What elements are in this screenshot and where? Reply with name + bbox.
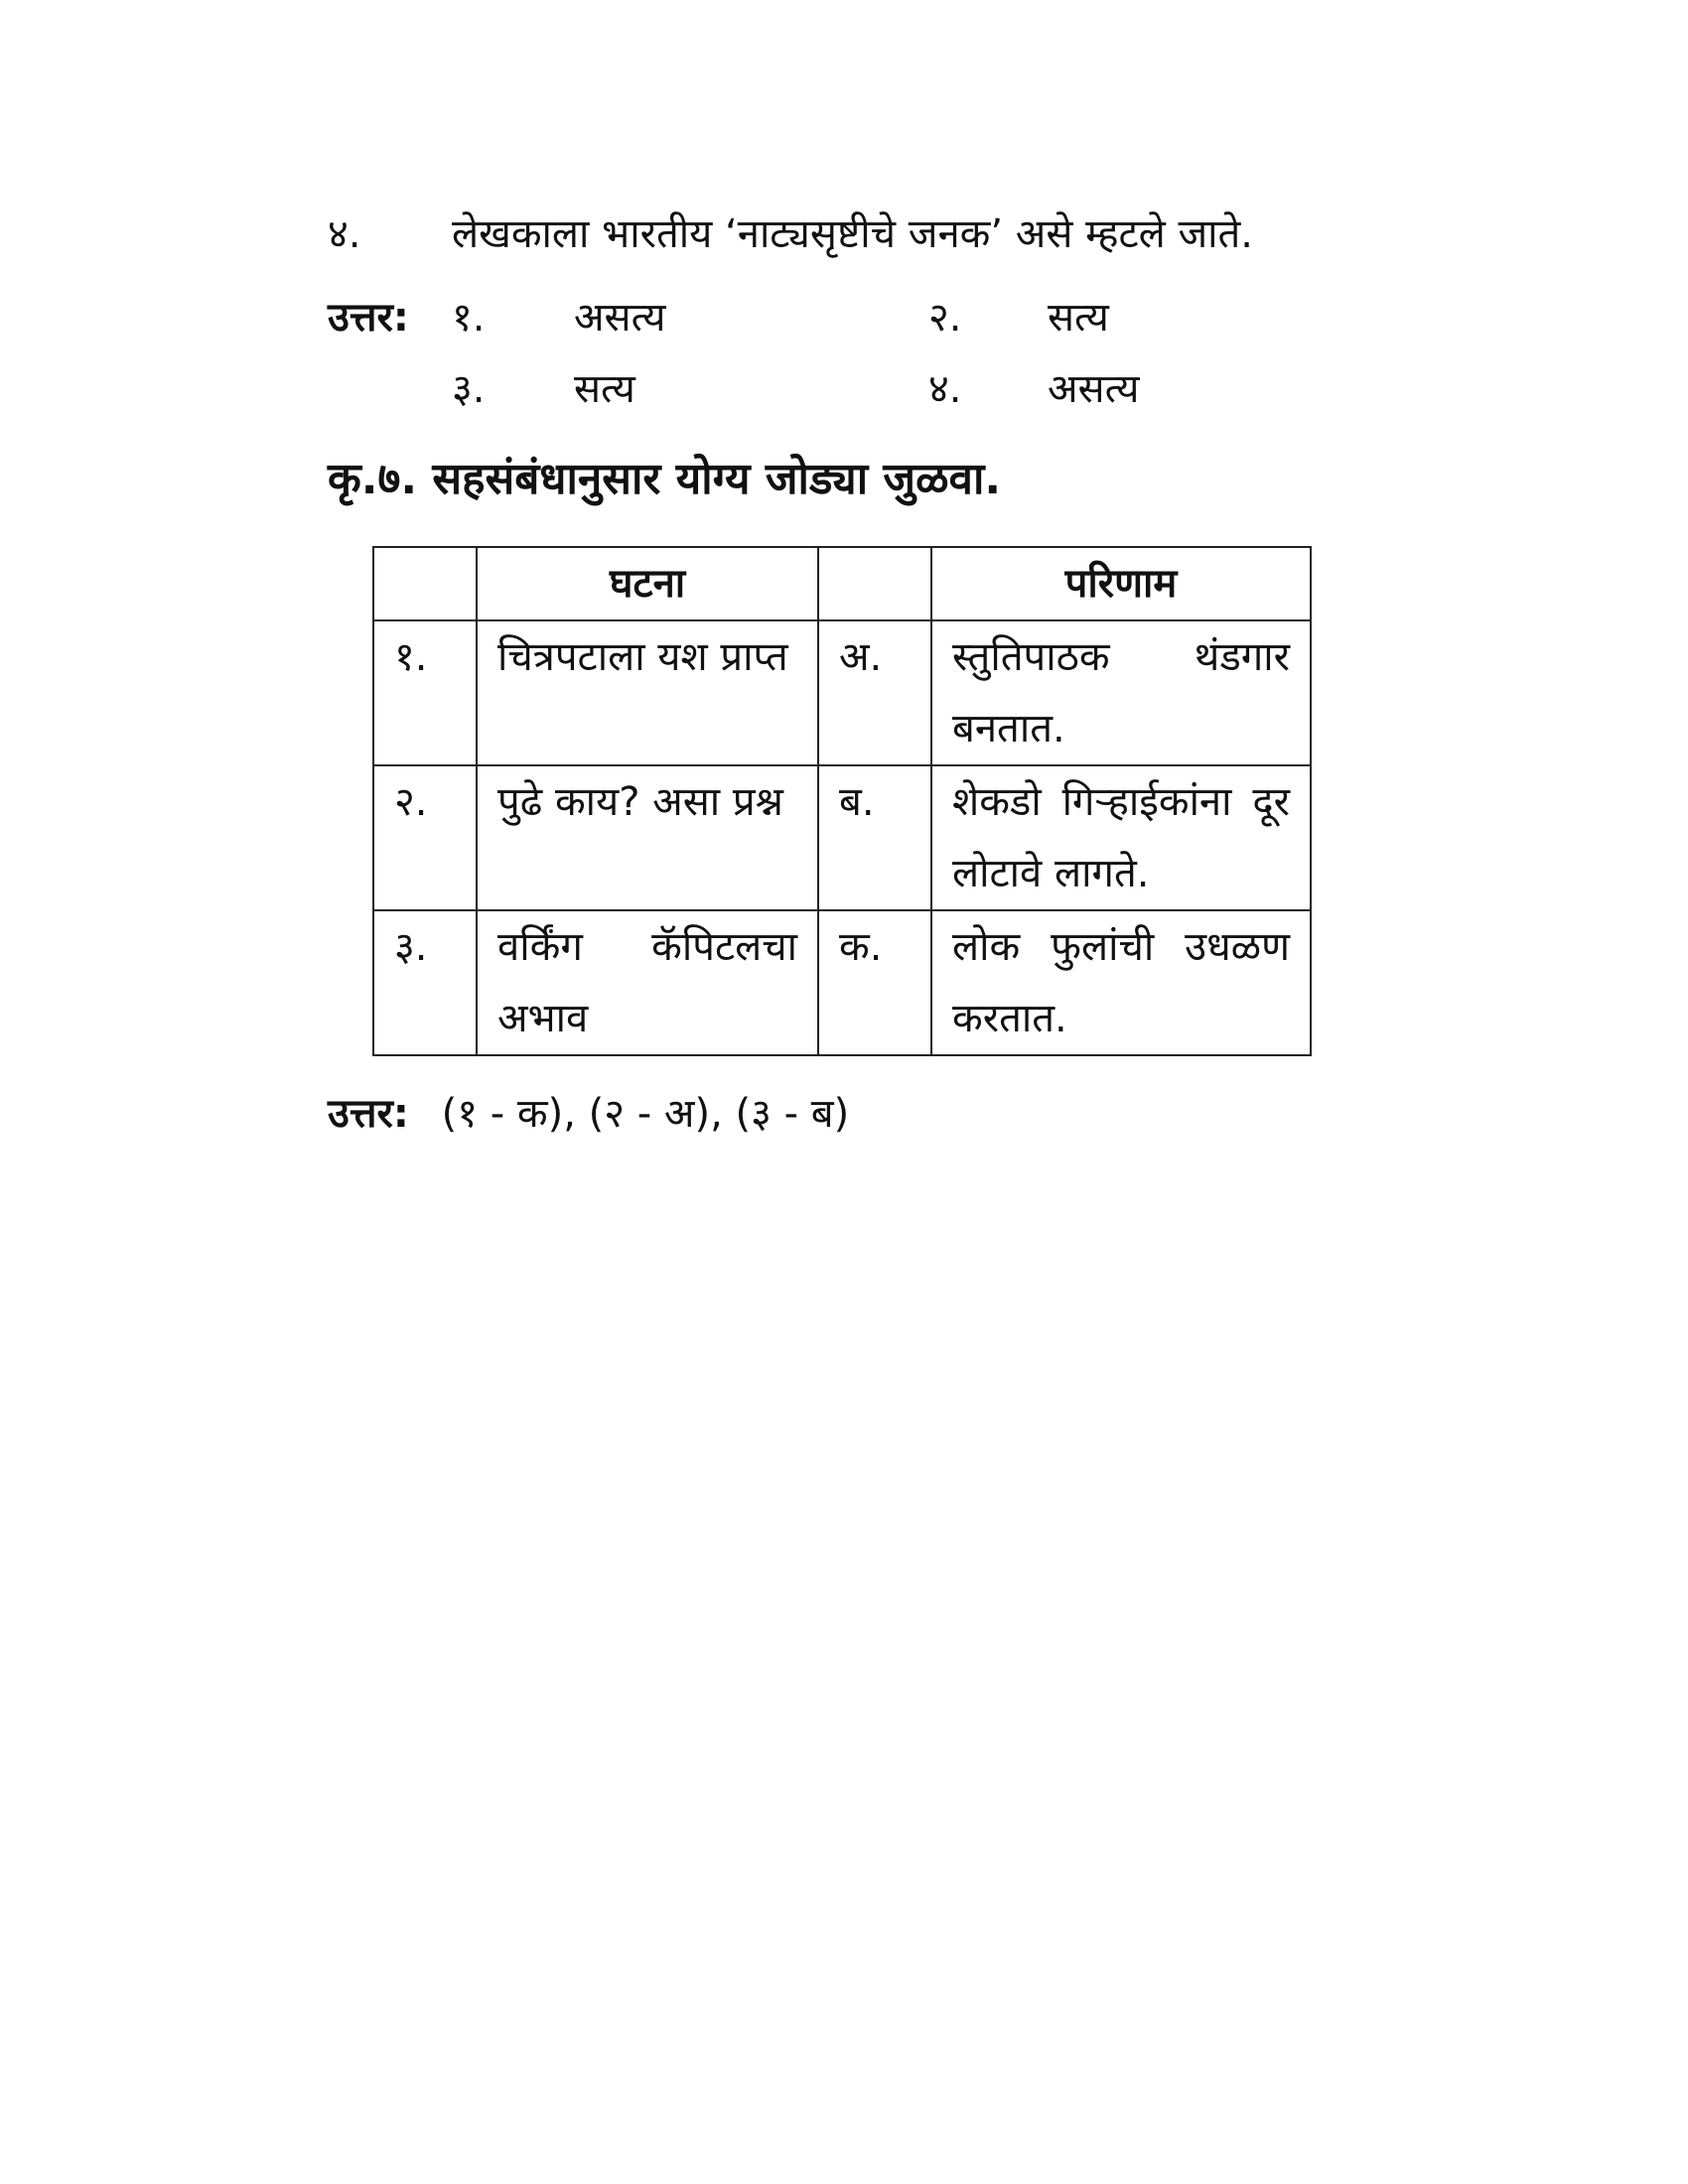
answer-number: ३. [452, 366, 486, 412]
answer-label: उत्तर: [328, 295, 409, 341]
question-7-heading: कृ.७. सहसंबंधानुसार योग्य जोड्या जुळवा. [328, 454, 1002, 504]
row-result: शेकडो गिऱ्हाईकांना दूर लोटावे लागते. [931, 765, 1311, 910]
header-result: परिणाम [931, 547, 1311, 620]
answer-text: (१ - क), (२ - अ), (३ - ब) [441, 1091, 850, 1137]
true-false-answers [328, 278, 1340, 427]
row-number: ३. [373, 910, 477, 1055]
table-row [373, 910, 1311, 1055]
answer-value: असत्य [1048, 366, 1140, 412]
row-event: वर्किंग कॅपिटलचा अभाव [477, 910, 818, 1055]
match-table [372, 546, 1312, 1056]
row-number: १. [373, 620, 477, 765]
header-event: घटना [477, 547, 818, 620]
row-result: स्तुतिपाठक थंडगार बनतात. [931, 620, 1311, 765]
matching-answer [328, 1084, 1340, 1139]
answer-number: १. [452, 295, 486, 341]
statement-number: ४. [328, 211, 361, 257]
answer-label: उत्तर: [328, 1091, 409, 1137]
header-blank-cell [373, 547, 477, 620]
statement-4 [328, 199, 1340, 270]
row-letter: अ. [818, 620, 931, 765]
table-row [373, 765, 1311, 910]
statement-text: लेखकाला भारतीय ‘नाट्यसृष्टीचे जनक’ असे म्हटले जाते. [452, 211, 1253, 257]
row-event: पुढे काय? असा प्रश्न [477, 765, 818, 910]
document-page [328, 199, 1340, 1139]
table-header-row [373, 547, 1311, 620]
row-result: लोक फुलांची उधळण करतात. [931, 910, 1311, 1055]
row-letter: ब. [818, 765, 931, 910]
row-letter: क. [818, 910, 931, 1055]
answer-value: सत्य [1048, 295, 1109, 341]
row-number: २. [373, 765, 477, 910]
answer-number: ४. [928, 366, 962, 412]
answer-number: २. [928, 295, 962, 341]
answer-value: असत्य [574, 295, 666, 341]
table-row [373, 620, 1311, 765]
answer-value: सत्य [574, 366, 635, 412]
header-blank-cell [818, 547, 931, 620]
row-event: चित्रपटाला यश प्राप्त [477, 620, 818, 765]
